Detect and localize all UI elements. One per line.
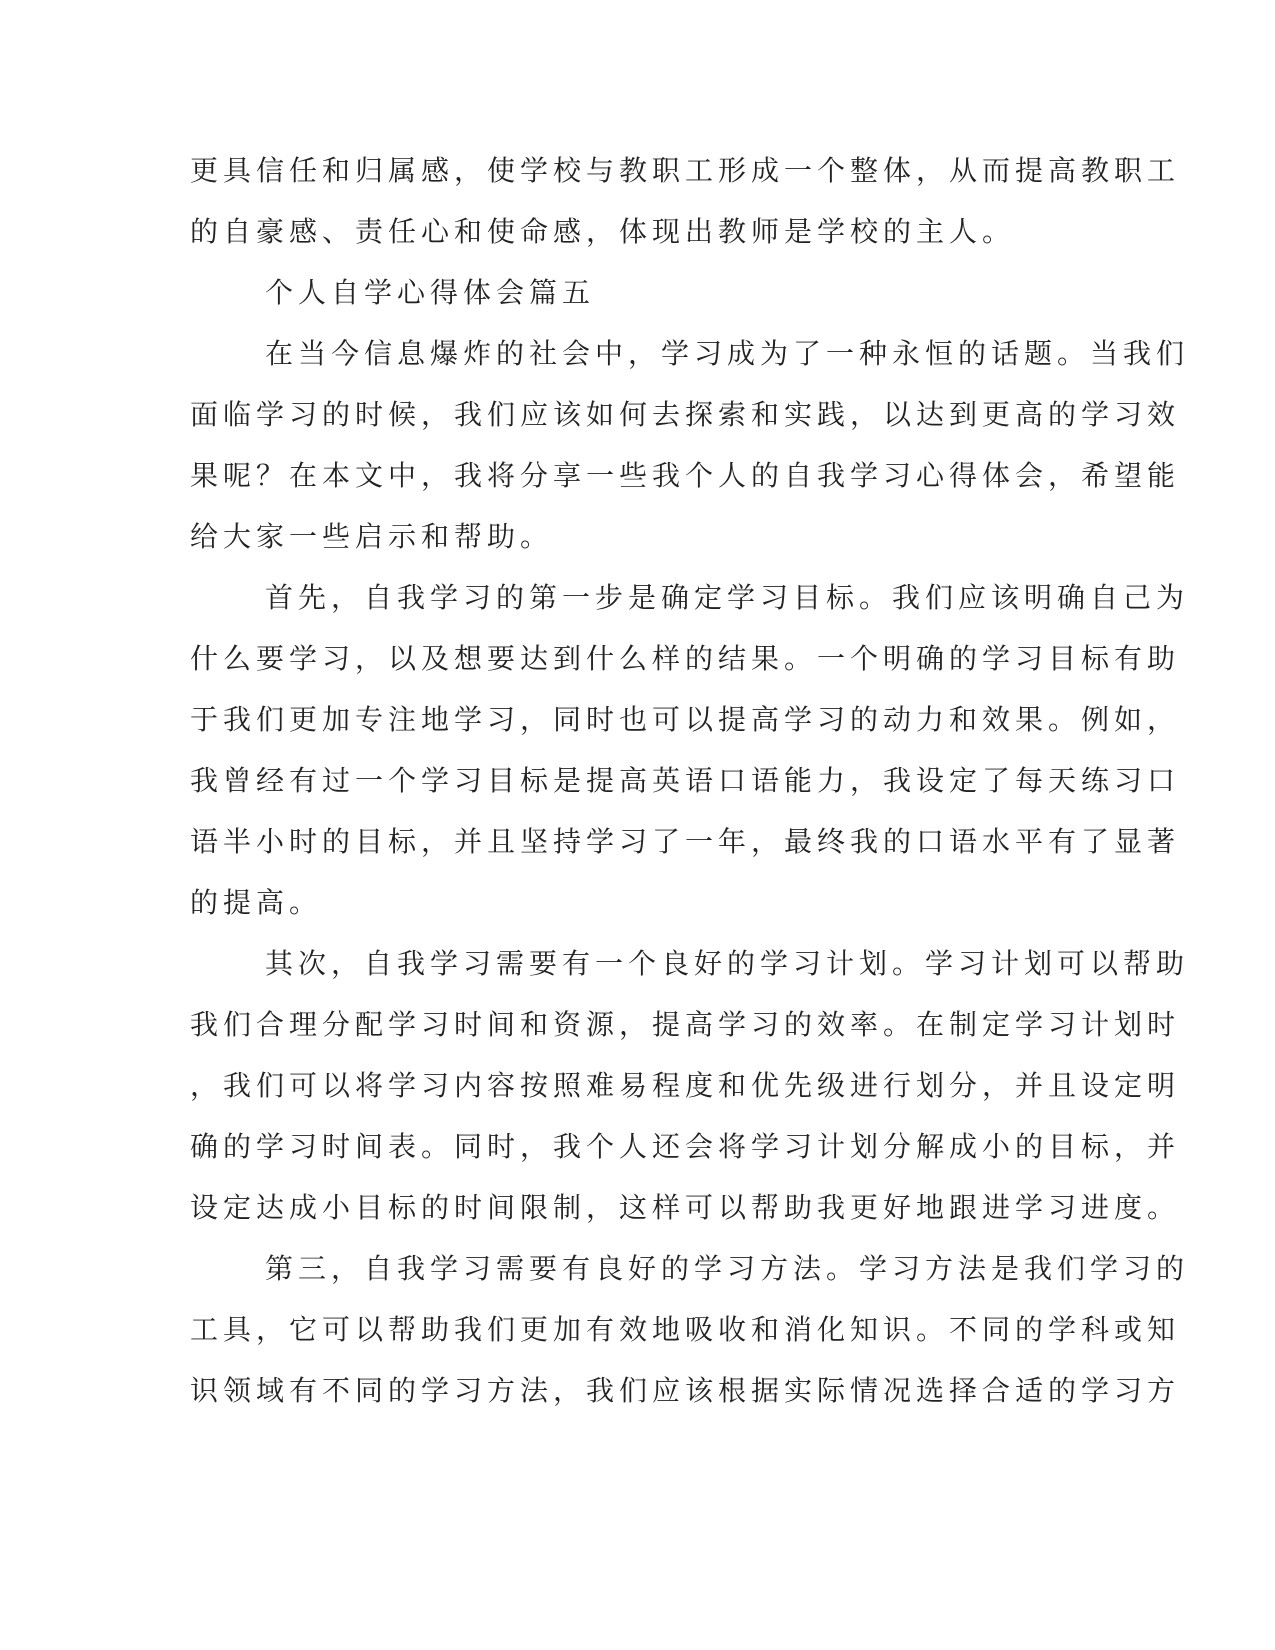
text-line: 的提高。 <box>190 886 323 919</box>
text-line: 在当今信息爆炸的社会中，学习成为了一种永恒的话题。当我们 <box>265 337 1190 370</box>
text-line: 我们合理分配学习时间和资源，提高学习的效率。在制定学习计划时 <box>190 1008 1181 1041</box>
text-line: 设定达成小目标的时间限制，这样可以帮助我更好地跟进学习进度。 <box>190 1191 1181 1224</box>
text-line: ，我们可以将学习内容按照难易程度和优先级进行划分，并且设定明 <box>190 1069 1181 1102</box>
text-line: 给大家一些启示和帮助。 <box>190 520 554 553</box>
text-line: 第三，自我学习需要有良好的学习方法。学习方法是我们学习的 <box>265 1252 1190 1285</box>
text-body <box>190 140 1190 1421</box>
text-line: 识领域有不同的学习方法，我们应该根据实际情况选择合适的学习方 <box>190 1374 1181 1407</box>
text-line: 语半小时的目标，并且坚持学习了一年，最终我的口语水平有了显著 <box>190 825 1181 858</box>
section-heading: 个人自学心得体会篇五 <box>265 276 596 309</box>
text-line: 确的学习时间表。同时，我个人还会将学习计划分解成小的目标，并 <box>190 1130 1181 1163</box>
text-line: 果呢？在本文中，我将分享一些我个人的自我学习心得体会，希望能 <box>190 459 1181 492</box>
text-line: 什么要学习，以及想要达到什么样的结果。一个明确的学习目标有助 <box>190 642 1181 675</box>
text-line: 于我们更加专注地学习，同时也可以提高学习的动力和效果。例如， <box>190 703 1181 736</box>
text-line: 面临学习的时候，我们应该如何去探索和实践，以达到更高的学习效 <box>190 398 1181 431</box>
text-line: 其次，自我学习需要有一个良好的学习计划。学习计划可以帮助 <box>265 947 1190 980</box>
text-line: 首先，自我学习的第一步是确定学习目标。我们应该明确自己为 <box>265 581 1190 614</box>
text-line: 我曾经有过一个学习目标是提高英语口语能力，我设定了每天练习口 <box>190 764 1181 797</box>
text-line: 的自豪感、责任心和使命感，体现出教师是学校的主人。 <box>190 215 1016 248</box>
text-line: 工具，它可以帮助我们更加有效地吸收和消化知识。不同的学科或知 <box>190 1313 1181 1346</box>
text-line: 更具信任和归属感，使学校与教职工形成一个整体，从而提高教职工 <box>190 154 1181 187</box>
